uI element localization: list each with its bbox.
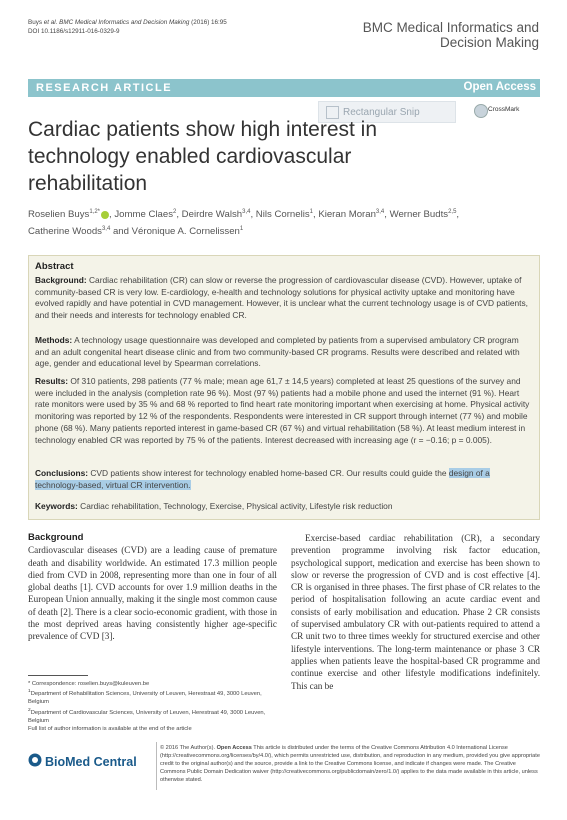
biomed-central-logo-icon: [28, 753, 42, 767]
article-type-label: RESEARCH ARTICLE: [36, 82, 173, 94]
affiliation-2: $^2$Department of Cardiovascular Sciences, University of Leuven, Herestraat 49, 3000 Leuven, Belgium: [28, 707, 266, 724]
correspondence[interactable]: * Correspondence: roselien.buys@kuleuven.be: [28, 681, 150, 687]
abstract-conclusions: Conclusions: CVD patients show interest for technology enabled home-based CR. Our results could guide the design of a technology-based, virtual CR intervention.: [35, 468, 490, 490]
footnotes: [28, 680, 278, 733]
body-column-right: [291, 532, 540, 692]
running-header: [28, 18, 227, 36]
doi[interactable]: DOI 10.1186/s12911-016-0329-9: [28, 28, 120, 35]
crossmark-icon[interactable]: [474, 104, 488, 118]
body-column-left: [28, 532, 277, 643]
license-text: © 2016 The Author(s). Open Access This article is distributed under the terms of the Creative Commons Attribution 4.0 International License (http://creativecommons.org/licenses/by/4.0/), which permits unrestricted use, distribution, and reproduction in any medium, provided you give appropriate credit to the original author(s) and the source, provide a link to the Creative Commons license, and indicate if changes were made. The Creative Commons Public Domain Dedication waiver (http://creativecommons.org/publicdomain/zero/1.0/) applies to the data made available in this article, unless otherwise stated.: [160, 745, 540, 783]
selected-text[interactable]: design of a technology-based, virtual CR intervention.: [35, 468, 490, 490]
publisher-name: BioMed Central: [45, 755, 137, 769]
author-list: Roselien Buys$^{1,2*}$ , Jomme Claes$^2$, Deirdre Walsh$^{3,4}$, Nils Cornelis$^1$, Kieran Moran$^{3,4}$, Werner Budts$^{2,5}$, Catherine Woods$^{3,4}$ and Véronique A. Cornelissen$^1$: [28, 209, 460, 238]
orcid-icon[interactable]: [101, 211, 109, 219]
article-title: Cardiac patients show high interest in technology enabled cardiovascular rehabilitation: [28, 118, 378, 195]
footnote-separator: [28, 675, 88, 676]
keywords: Keywords: Cardiac rehabilitation, Technology, Exercise, Physical activity, Lifestyle risk reduction: [35, 501, 393, 511]
abstract-heading: Abstract: [35, 261, 74, 272]
license-divider: [156, 742, 157, 790]
rectangular-snip-overlay[interactable]: Rectangular Snip: [318, 101, 456, 123]
citation-line: Buys et al. BMC Medical Informatics and Decision Making (2016) 16:95: [28, 19, 227, 26]
section-heading-background: Background: [28, 532, 84, 543]
journal-name: BMC Medical Informatics and Decision Making: [362, 20, 539, 50]
author-info-note: Full list of author information is available at the end of the article: [28, 725, 192, 732]
crossmark-label[interactable]: CrossMark: [488, 106, 520, 113]
abstract-methods: Methods: A technology usage questionnaire was developed and completed by patients from a supervised ambulatory CR program and an adult congenital heart disease clinic and from two community-based CR programs. Results were described and related with age, gender and educational level by Spearman correlations.: [35, 335, 520, 369]
paragraph: Exercise-based cardiac rehabilitation (CR), a secondary prevention programme involving risk factor education, psychological support, medication and exercise has been shown to slow or reverse the progression of CVD and is cost effective [4]. CR is organised in three phases. The first phase of CR relates to the period of hospitalisation following an acute cardiac event and consists of early mobilisation and education. Phase 2 CR consists of supervised ambulatory CR with out-patients required to attend a CR unit two to three times weekly for structured exercise and other lifestyle interventions. The long-term maintenance or phase 3 CR applies when patients leave the hospital-based CR programme and continue exercise and other lifestyle modifications indefinitely. This can be: [291, 533, 540, 691]
open-access-label: Open Access: [463, 81, 536, 93]
abstract-background: Background: Cardiac rehabilitation (CR) can slow or reverse the progression of cardiovascular disease (CVD). However, uptake of community-based CR is very low. E-cardiology, e-health and technology solutions for physical activity uptake and monitoring have evolved rapidly and have potential in CVD management. However, it is unclear what the current technology usage is of CVD patients, and their needs and interests for technology enabled CR.: [35, 275, 528, 321]
abstract-results: Results: Of 310 patients, 298 patients (77 % male; mean age 61,7 ± 14,5 years) completed at least 25 questions of the survey and were included in the analysis (completion rate 96 %). Most (97 %) patients had a mobile phone and used the internet (91 %). Heart rate monitors were used by 35 % and 68 % reported to find heart rate monitoring important when exercising at home. Physical activity monitoring was reported by 12 % of the respondents. Respondents were interested in CR support through internet (77 %) and mobile phone (68 %). Many patients reported interest in game-based CR (67 %) and virtual rehabilitation (58 %). At least medium interest in technology enabled CR was reported by 75 % of the patients. Interest decreased with increasing age (r = −0.16; p = 0.005).: [35, 376, 530, 445]
paragraph: Cardiovascular diseases (CVD) are a leading cause of premature death and disability worldwide. An estimated 17.3 million people died from CVD in 2008, representing more than one in four of all global deaths [1]. CVD accounts for over 1.9 million deaths in the European Union annually, making it the single most common cause of death [2]. There is a clear socio-economic gradient, with those in the most deprived areas having consistently higher age-specific prevalence of CVD [3].: [28, 545, 277, 642]
affiliation-1: $^1$Department of Rehabilitation Sciences, University of Leuven, Herestraat 49, 3000 Leuven, Belgium: [28, 689, 262, 706]
